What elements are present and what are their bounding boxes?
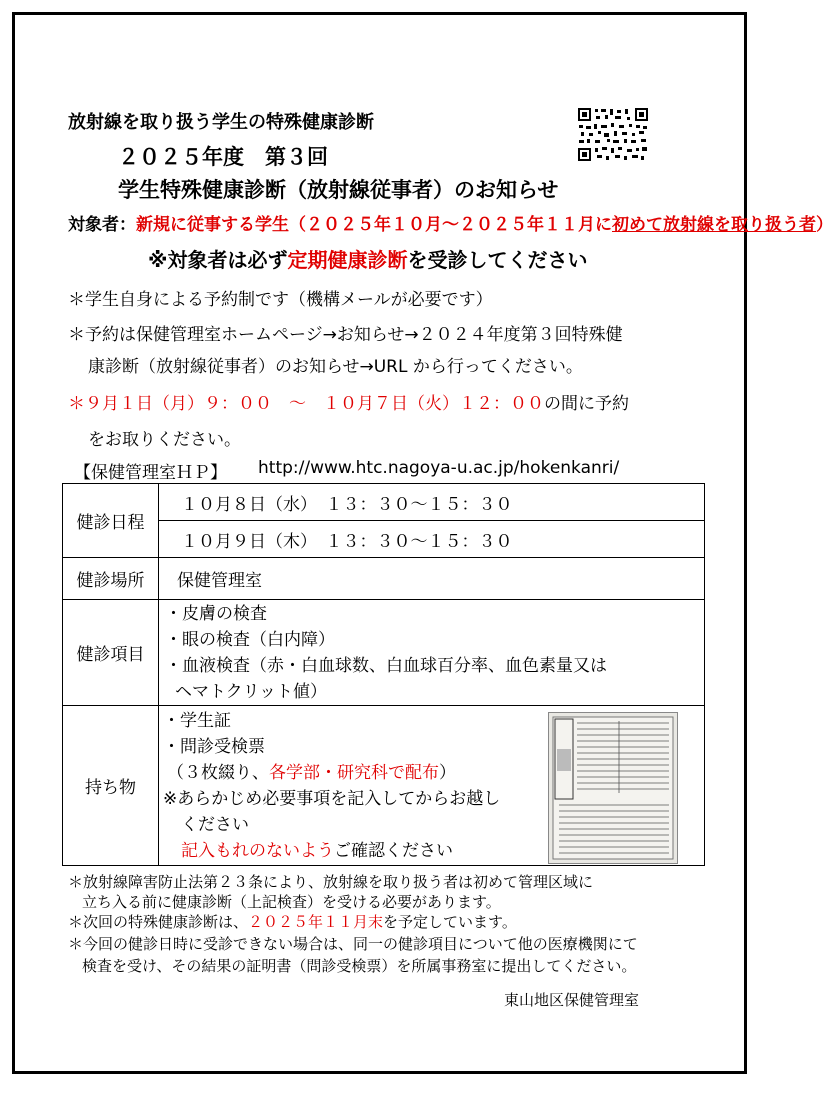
items-header: 健診項目	[63, 600, 159, 706]
law-note-line2: 立ち入る前に健康診断（上記検査）を受ける必要があります。	[82, 893, 501, 911]
advance-note-line2: ください	[181, 814, 249, 835]
target-paren-close: ）	[816, 215, 833, 235]
homepage-url-link[interactable]: http://www.htc.nagoya-u.ac.jp/hokenkanri/	[258, 458, 620, 478]
bring-header: 持ち物	[63, 706, 159, 866]
route-note-line2: 康診断（放射線従事者）のお知らせ→URL から行ってください。	[88, 357, 583, 377]
route-note-line1: ＊予約は保健管理室ホームページ→お知らせ→２０２４年度第３回特殊健	[68, 325, 623, 345]
date-cell	[159, 521, 705, 558]
notice-emphasis: 定期健康診断	[287, 248, 408, 272]
check-note-red: 記入もれのないよう	[181, 840, 334, 861]
date-1: １０月８日（水） １３：３０～１５：３０	[181, 494, 513, 515]
questionnaire-form-image	[548, 712, 678, 864]
bring-student-id: ・学生証	[163, 710, 231, 731]
date-cell	[159, 484, 705, 521]
place-value: 保健管理室	[177, 571, 262, 591]
advance-note-line1: ※あらかじめ必要事項を記入してからお越し	[163, 788, 501, 809]
next-checkup-note	[68, 911, 517, 932]
check-note-suffix: ご確認ください	[334, 840, 453, 861]
qr-code-icon[interactable]	[577, 107, 649, 162]
exam-item-blood: ・血液検査（赤・白血球数、白血球百分率、血色素量又は	[165, 655, 607, 676]
period-suffix: の間に予約	[544, 394, 629, 414]
period-dates: ＊９月１日（月）９：００ ～ １０月７日（火）１２：００	[68, 394, 544, 414]
period-line2: をお取りください。	[88, 430, 241, 450]
place-header: 健診場所	[63, 558, 159, 600]
exam-item-skin: ・皮膚の検査	[165, 603, 267, 624]
notice-prefix: ※対象者は必ず	[148, 248, 288, 272]
header-line2: ２０２５年度 第３回	[118, 145, 328, 169]
next-suffix: を予定しています。	[383, 913, 517, 931]
law-note-line1: ＊放射線障害防止法第２３条により、放射線を取り扱う者は初めて管理区域に	[68, 873, 594, 891]
checkup-notice	[148, 244, 587, 273]
page-title: 学生特殊健康診断（放射線従事者）のお知らせ	[118, 178, 559, 202]
target-label: 対象者：	[68, 215, 136, 235]
place-cell	[159, 558, 705, 600]
alternative-note-line2: 検査を受け、その結果の証明書（問診受検票）を所属事務室に提出してください。	[82, 957, 637, 975]
form-note-distribution: 各学部・研究科で配布	[269, 762, 439, 783]
target-paren-open: （	[289, 215, 306, 235]
form-note-suffix: ）	[439, 762, 456, 783]
alternative-note-line1: ＊今回の健診日時に受診できない場合は、同一の健診項目について他の医療機関にて	[68, 935, 638, 953]
next-date: ２０２５年１１月末	[248, 913, 384, 931]
items-cell	[159, 600, 705, 706]
next-prefix: ＊次回の特殊健康診断は、	[68, 913, 249, 931]
reservation-period	[68, 389, 629, 414]
date-header: 健診日程	[63, 484, 159, 558]
target-group: 新規に従事する学生	[136, 215, 289, 235]
bring-form: ・問診受検票	[163, 736, 265, 757]
reservation-note: ＊学生自身による予約制です（機構メールが必要です）	[68, 290, 493, 310]
header-line1: 放射線を取り扱う学生の特殊健康診断	[68, 112, 374, 133]
date-2: １０月９日（木） １３：３０～１５：３０	[181, 531, 513, 552]
homepage-label: 【保健管理室ＨＰ】	[74, 463, 227, 483]
form-note-prefix: （３枚綴り、	[167, 762, 269, 783]
notice-suffix: を受診してください	[407, 248, 588, 272]
office-name: 東山地区保健管理室	[504, 991, 640, 1009]
target-period: ２０２５年１０月～２０２５年１１月に	[306, 215, 612, 235]
exam-item-blood-cont: ヘマトクリット値）	[175, 681, 327, 702]
exam-item-eye: ・眼の検査（白内障）	[165, 629, 335, 650]
target-line	[68, 210, 833, 235]
target-first-time: 初めて放射線を取り扱う者	[612, 215, 816, 235]
